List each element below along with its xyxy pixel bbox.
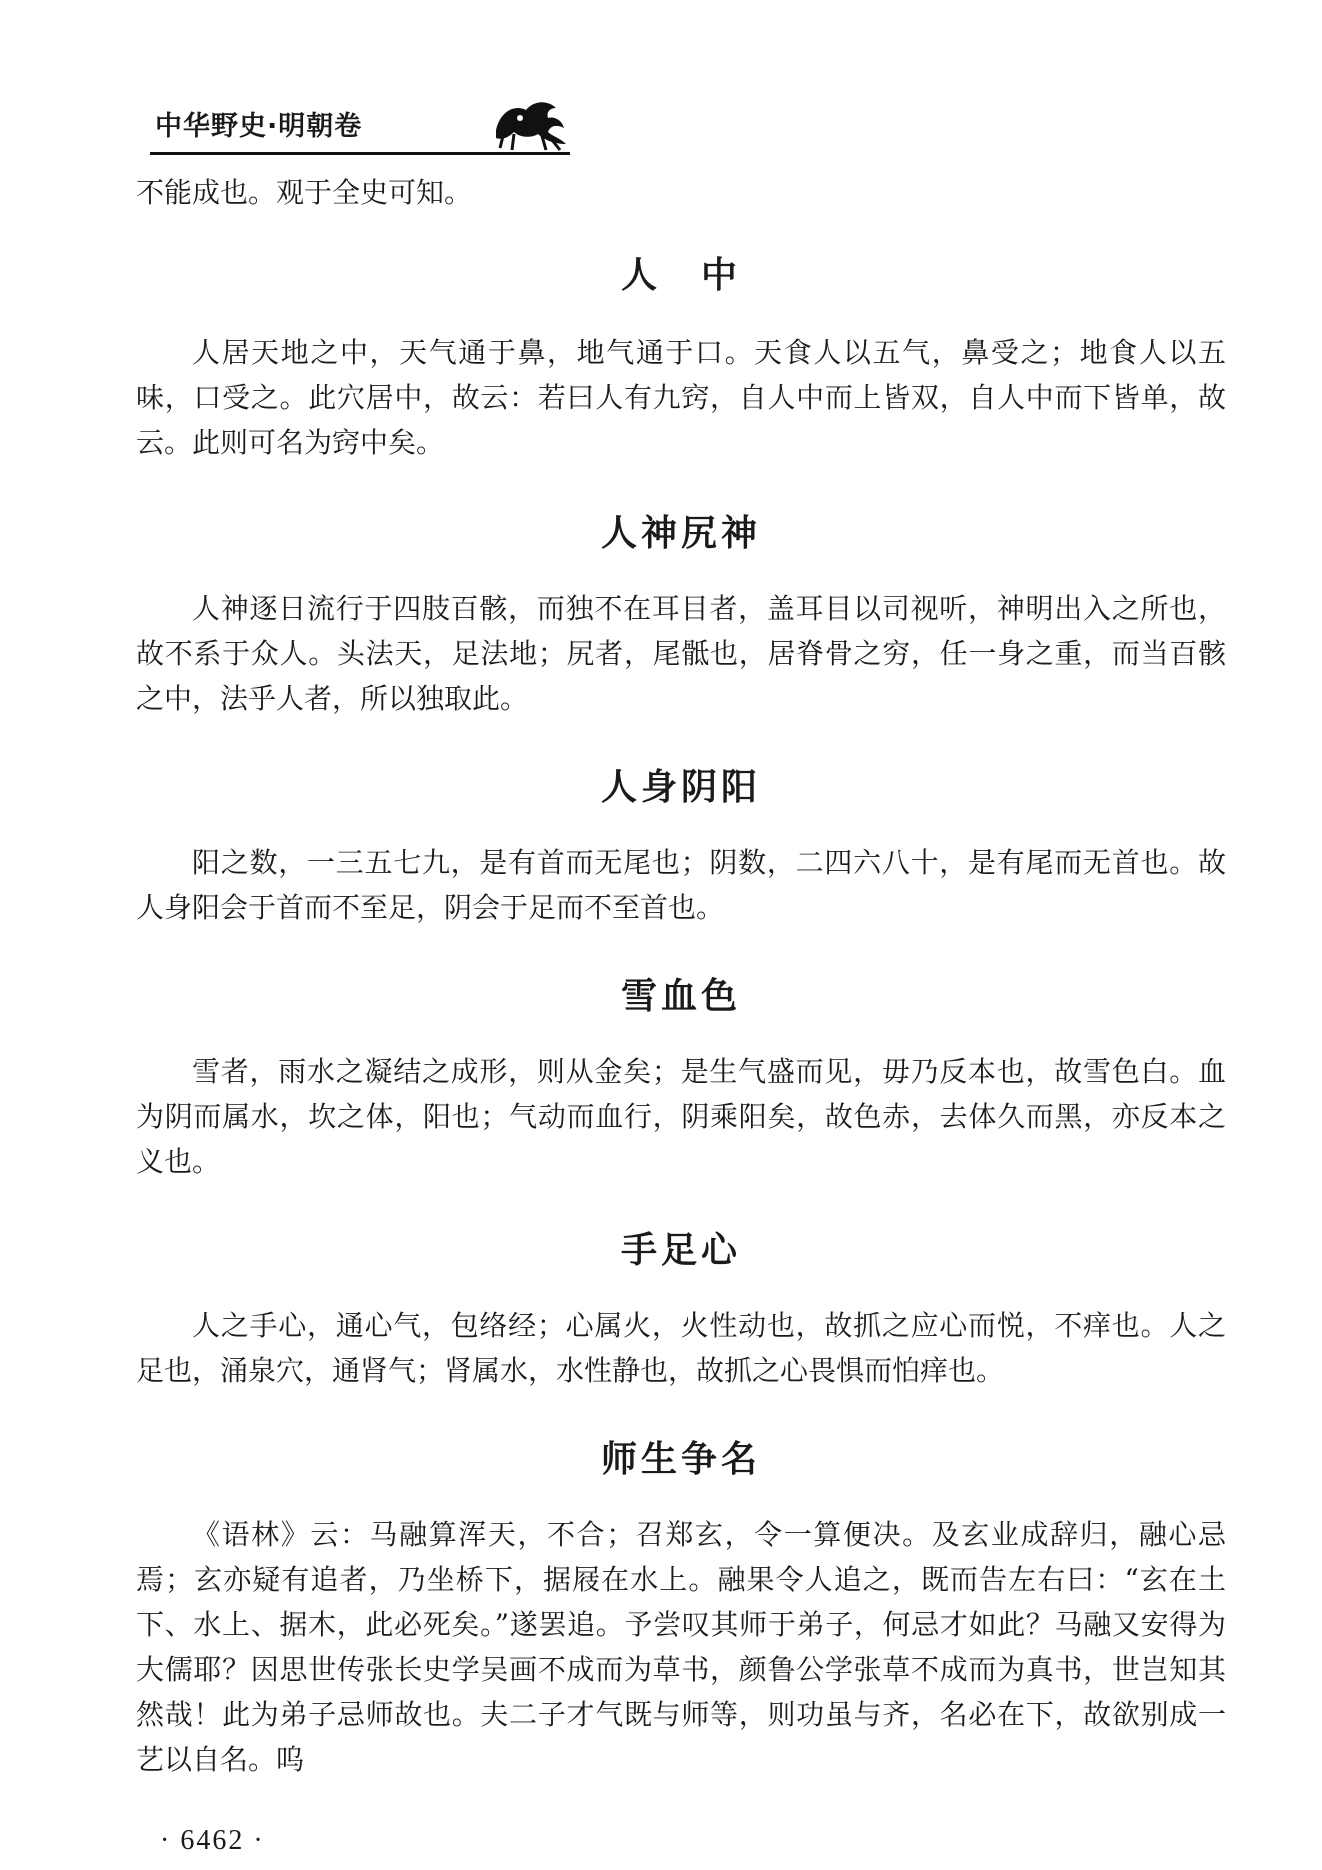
dragon-emblem-icon (490, 92, 570, 152)
section-heading: 师生争名 (600, 1438, 761, 1480)
section-body: 人神逐日流行于四肢百骸，而独不在耳目者，盖耳目以司视听，神明出入之所也，故不系于众人。头法天，足法地；尻者，尾骶也，居脊骨之穷，任一身之重，而当百骸之中，法乎人者，所以独取此。 (136, 592, 1226, 715)
section-heading: 人神尻神 (600, 512, 761, 554)
section-heading: 手足心 (620, 1229, 741, 1271)
section-body: 人居天地之中，天气通于鼻，地气通于口。天食人以五气，鼻受之；地食人以五味，口受之。此穴居中，故云：若曰人有九窍，自人中而上皆双，自人中而下皆单，故云。此则可名为窍中矣。 (136, 336, 1226, 459)
page-content (136, 170, 1226, 1782)
running-header-title: 中华野史·明朝卷 (155, 111, 363, 142)
section-body: 阳之数，一三五七九，是有首而无尾也；阴数，二四六八十，是有尾而无首也。故人身阳会于首而不至足，阴会于足而不至首也。 (136, 846, 1226, 924)
section-heading: 雪血色 (620, 975, 741, 1017)
page-number: · 6462 · (160, 1825, 265, 1856)
section-body: 《语林》云：马融算浑天，不合；召郑玄，令一算便决。及玄业成辞归，融心忌焉；玄亦疑有追者，乃坐桥下，据屐在水上。融果令人追之，既而告左右曰：“玄在土下、水上、据木，此必死矣。”遂罢追。予尝叹其师于弟子，何忌才如此？马融又安得为大儒耶？因思世传张长史学吴画不成而为草书，颜鲁公学张草不成而为真书，世岂知其然哉！此为弟子忌师故也。夫二子才气既与师等，则功虽与齐，名必在下，故欲别成一艺以自名。呜 (136, 1518, 1226, 1776)
section-heading: 人 中 (620, 254, 741, 296)
section-body: 雪者，雨水之凝结之成形，则从金矣；是生气盛而见，毋乃反本也，故雪色白。血为阴而属水，坎之体，阳也；气动而血行，阴乘阳矣，故色赤，去体久而黑，亦反本之义也。 (136, 1055, 1226, 1178)
section-body: 人之手心，通心气，包络经；心属火，火性动也，故抓之应心而悦，不痒也。人之足也，涌泉穴，通肾气；肾属水，水性静也，故抓之心畏惧而怕痒也。 (136, 1309, 1226, 1387)
section-heading: 人身阴阳 (600, 766, 761, 808)
header-rule (150, 152, 570, 155)
opening-paragraph: 不能成也。观于全史可知。 (136, 176, 473, 209)
